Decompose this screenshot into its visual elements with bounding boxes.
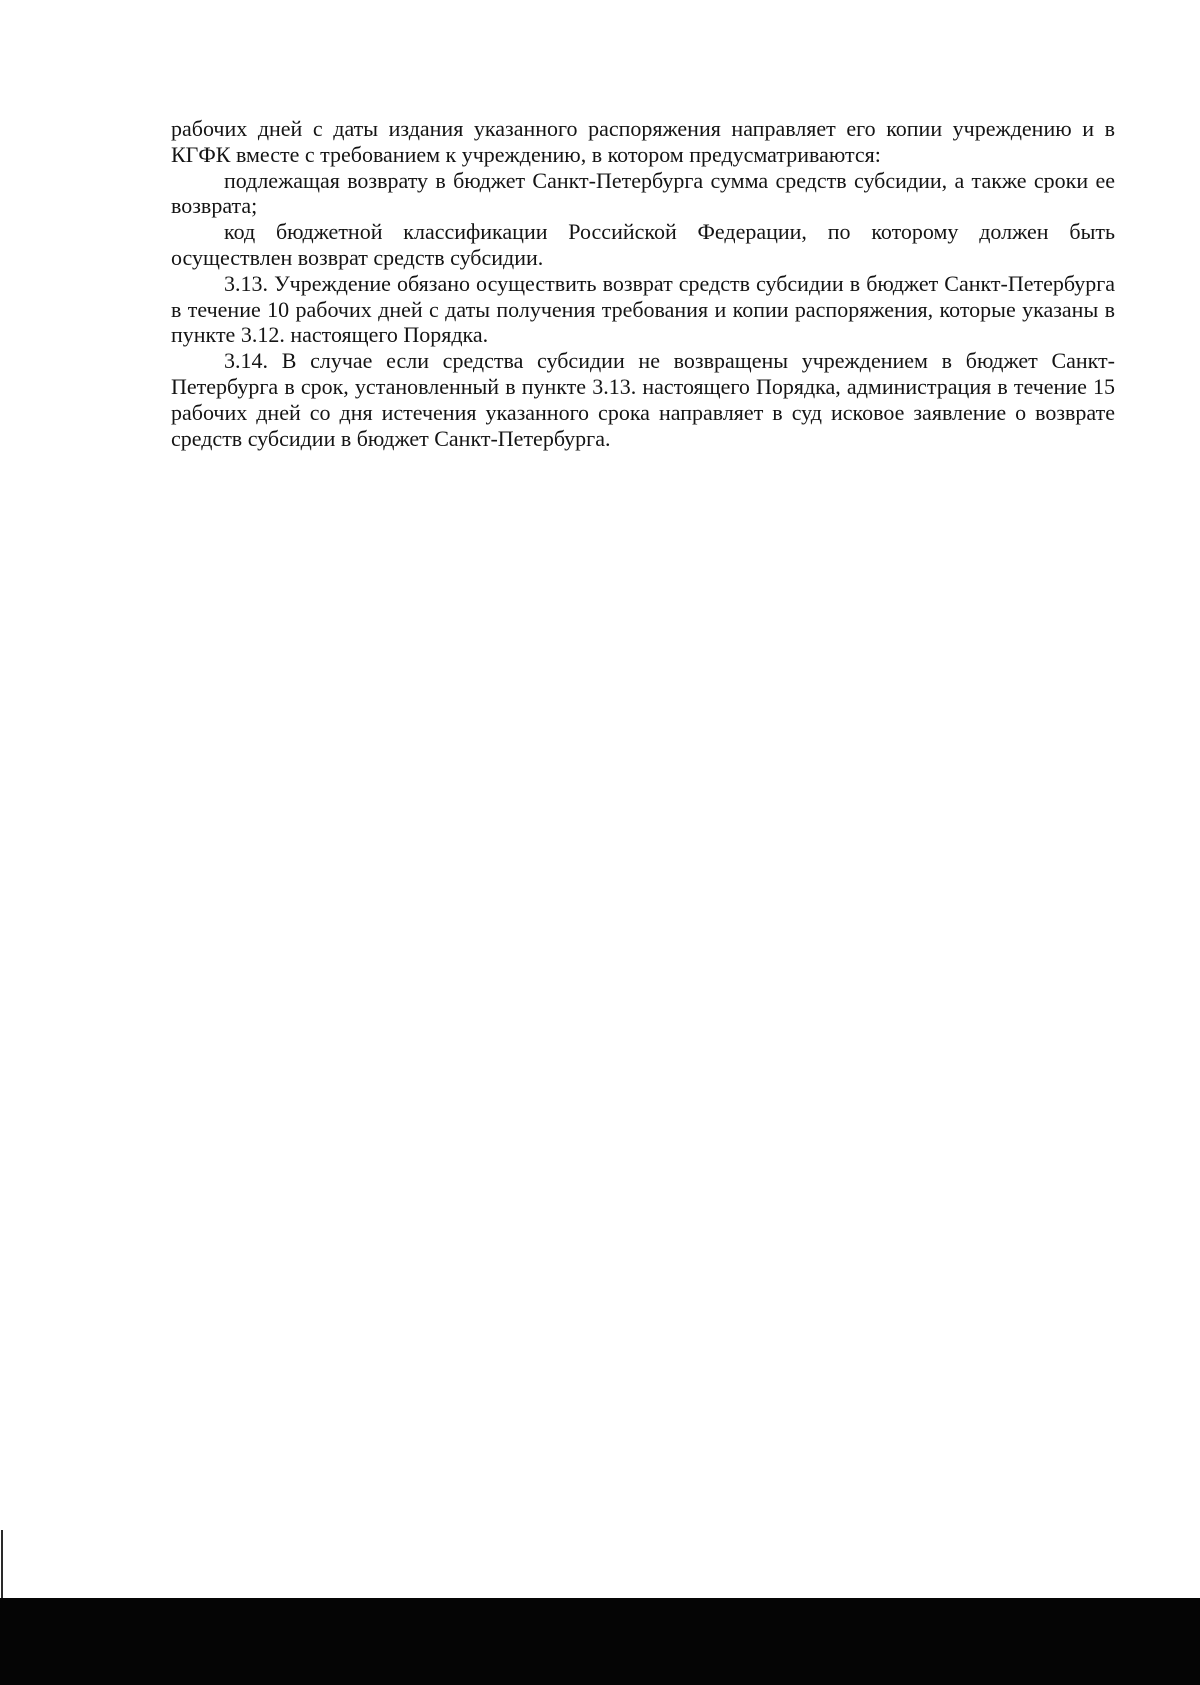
paragraph-return-notice: рабочих дней с даты издания указанного распоряжения направляет его копии учреждению и в КГФК вместе с требованием к учреждению, в котором предусматриваются:: [171, 116, 1115, 167]
paragraph-budget-code: код бюджетной классификации Российской Федерации, по которому должен быть осуществлен возврат средств субсидии.: [171, 219, 1115, 270]
paragraph-clause-3-14: 3.14. В случае если средства субсидии не возвращены учреждением в бюджет Санкт-Петербурга в срок, установленный в пункте 3.13. настоящего Порядка, администрация в течение 15 рабочих дней со дня истечения указанного срока направляет в суд исковое заявление о возврате средств субсидии в бюджет Санкт-Петербурга.: [171, 348, 1115, 451]
scan-edge-line: [1, 1530, 3, 1600]
document-body: [171, 116, 1115, 451]
scan-bottom-band: [0, 1598, 1200, 1685]
paragraph-clause-3-13: 3.13. Учреждение обязано осуществить возврат средств субсидии в бюджет Санкт-Петербурга в течение 10 рабочих дней с даты получения требования и копии распоряжения, которые указаны в пункте 3.12. настоящего Порядка.: [171, 270, 1115, 348]
paragraph-refund-amount: подлежащая возврату в бюджет Санкт-Петербурга сумма средств субсидии, а также сроки ее возврата;: [171, 167, 1115, 219]
